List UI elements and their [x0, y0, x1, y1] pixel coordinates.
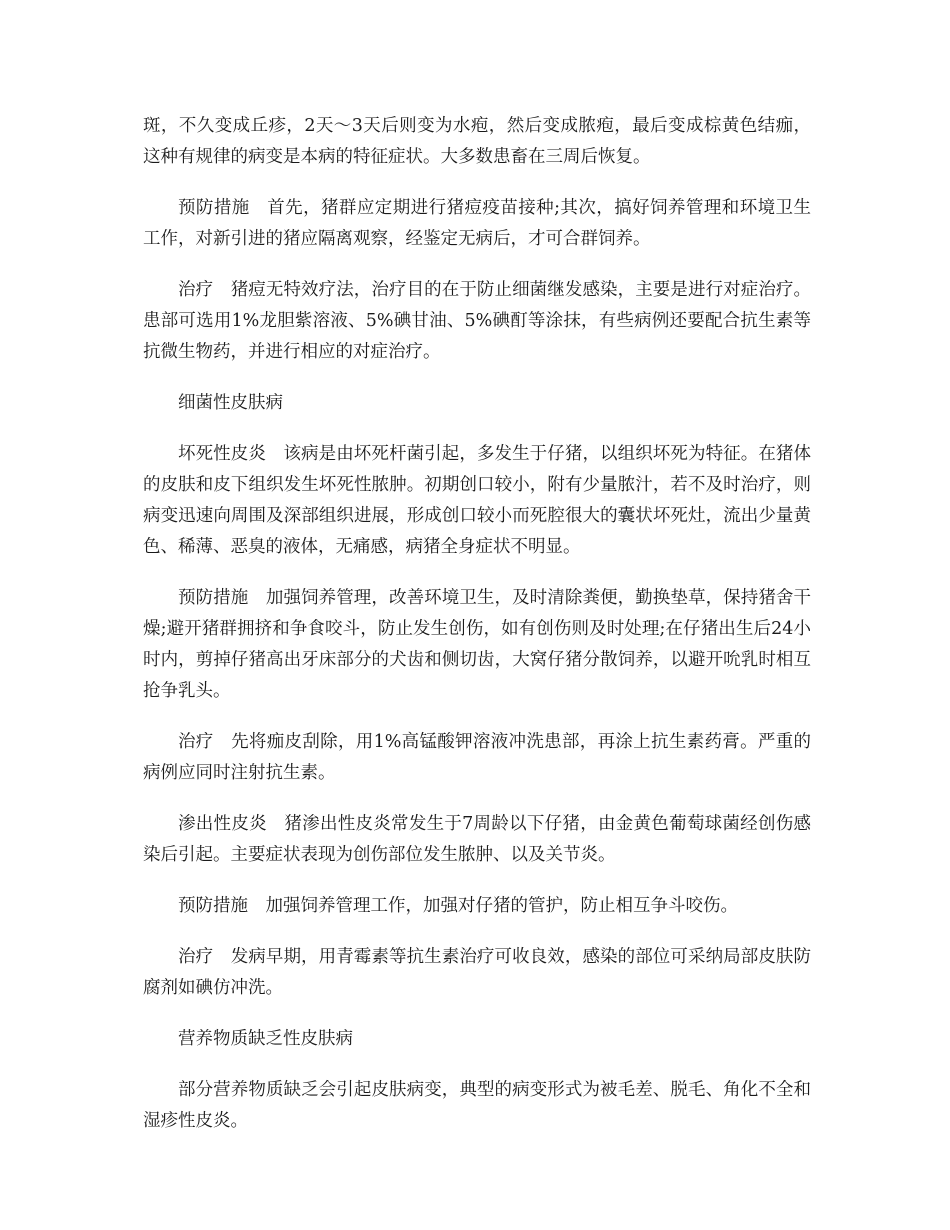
paragraph-text: 加强饲养管理工作，加强对仔猪的管护，防止相互争斗咬伤。 — [265, 896, 738, 916]
paragraph-text: 猪渗出性皮炎常发生于7周龄以下仔猪，由金黄色葡萄球菌经创伤感染后引起。主要症状表现为创伤部位发生脓肿、以及关节炎。 — [143, 814, 812, 865]
paragraph-12 — [143, 1075, 811, 1137]
paragraph-lead: 预防措施 — [178, 588, 249, 608]
paragraph-7 — [143, 727, 811, 789]
paragraph-lead: 坏死性皮炎 — [178, 444, 266, 464]
paragraph-lead: 治疗 — [178, 947, 214, 967]
paragraph-lead: 预防措施 — [178, 896, 248, 916]
section-heading-bacterial — [143, 388, 811, 419]
paragraph-8 — [143, 809, 811, 871]
paragraph-text: 部分营养物质缺乏会引起皮肤病变，典型的病变形式为被毛差、脱毛、角化不全和湿疹性皮炎。 — [143, 1080, 811, 1131]
paragraph-2 — [143, 193, 811, 255]
paragraph-lead: 治疗 — [178, 732, 214, 752]
paragraph-lead: 预防措施 — [178, 198, 250, 218]
paragraph-text: 斑，不久变成丘疹，2天～3天后则变为水疱，然后变成脓疱，最后变成棕黄色结痂，这种有规律的病变是本病的特征症状。大多数患畜在三周后恢复。 — [143, 116, 811, 167]
paragraph-5 — [143, 439, 811, 563]
paragraph-lead: 渗出性皮炎 — [178, 814, 267, 834]
paragraph-lead: 治疗 — [178, 280, 214, 300]
paragraph-text: 该病是由坏死杆菌引起，多发生于仔猪，以组织坏死为特征。在猪体的皮肤和皮下组织发生坏死性脓肿。初期创口较小，附有少量脓汁，若不及时治疗，则病变迅速向周围及深部组织进展，形成创口较小而死腔很大的囊状坏死灶，流出少量黄色、稀薄、恶臭的液体，无痛感，病猪全身症状不明显。 — [143, 444, 812, 557]
paragraph-3 — [143, 275, 811, 368]
section-heading-text: 营养物质缺乏性皮肤病 — [178, 1029, 353, 1049]
document-body — [143, 111, 811, 1157]
paragraph-9 — [143, 891, 811, 922]
section-heading-text: 细菌性皮肤病 — [178, 393, 283, 413]
paragraph-text: 先将痂皮刮除，用1%高锰酸钾溶液冲洗患部，再涂上抗生素药膏。严重的病例应同时注射抗生素。 — [143, 732, 811, 783]
paragraph-text: 猪痘无特效疗法，治疗目的在于防止细菌继发感染，主要是进行对症治疗。患部可选用1%龙胆紫溶液、5%碘甘油、5%碘酊等涂抹，有些病例还要配合抗生素等抗微生物药，并进行相应的对症治疗。 — [143, 280, 812, 362]
section-heading-nutritional — [143, 1024, 811, 1055]
paragraph-text: 加强饲养管理，改善环境卫生，及时清除粪便，勤换垫草，保持猪舍干燥;避开猪群拥挤和争食咬斗，防止发生创伤，如有创伤则及时处理;在仔猪出生后24小时内，剪掉仔猪高出牙床部分的犬齿和侧切齿，大窝仔猪分散饲养，以避开吮乳时相互抢争乳头。 — [143, 588, 812, 701]
paragraph-6 — [143, 583, 811, 707]
paragraph-text: 首先，猪群应定期进行猪痘疫苗接种;其次，搞好饲养管理和环境卫生工作，对新引进的猪应隔离观察，经鉴定无病后，才可合群饲养。 — [143, 198, 811, 249]
paragraph-1 — [143, 111, 811, 173]
paragraph-text: 发病早期，用青霉素等抗生素治疗可收良效，感染的部位可采纳局部皮肤防腐剂如碘仿冲洗。 — [143, 947, 812, 998]
paragraph-10 — [143, 942, 811, 1004]
